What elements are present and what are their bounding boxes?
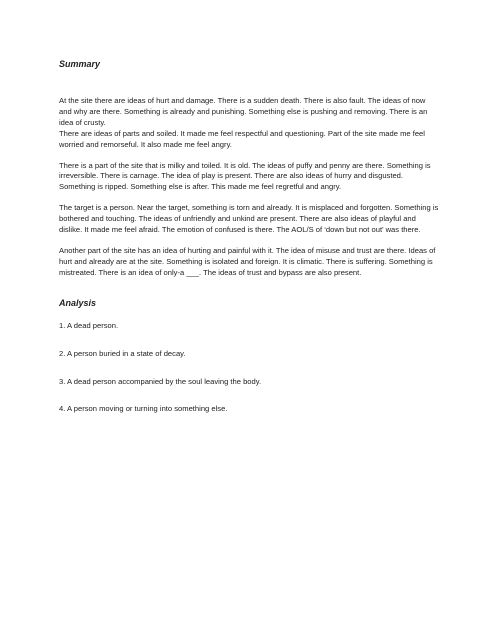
document-page <box>59 58 439 432</box>
analysis-item-2: 2. A person buried in a state of decay. <box>59 348 186 358</box>
summary-paragraph-2: There are ideas of parts and soiled. It made me feel respectful and questioning. Part of the site made me feel worried and remorseful. It also made me feel angry. <box>59 128 425 149</box>
summary-paragraph-5: Another part of the site has an idea of hurting and painful with it. The idea of misuse and trust are there. Ideas of hurt and already are at the site. Something is isolated and foreign. It is climatic. There is suffering. Something is mistreated. There is an idea of only-a ___. The ideas of trust and bypass are also present. <box>59 245 436 277</box>
analysis-item-1: 1. A dead person. <box>59 320 119 330</box>
summary-paragraph-4: The target is a person. Near the target, something is torn and already. It is misplaced and forgotten. Something is bothered and touching. The ideas of unfriendly and unkind are present. There are also ideas of playful and dislike. It made me feel afraid. The emotion of confused is there. The AOL/S of ‘down but not out’ was there. <box>59 203 439 235</box>
summary-paragraph-1: At the site there are ideas of hurt and damage. There is a sudden death. There is also fault. The ideas of now and why are there. Something is already and punishing. Something else is pushing and removing. There is an idea of crusty. <box>59 96 428 127</box>
summary-heading: Summary <box>59 59 101 69</box>
analysis-item-4: 4. A person moving or turning into something else. <box>59 404 228 414</box>
analysis-item-3: 3. A dead person accompanied by the soul leaving the body. <box>59 376 262 386</box>
analysis-heading: Analysis <box>59 297 97 308</box>
summary-paragraph-3: There is a part of the site that is milky and toiled. It is old. The ideas of puffy and penny are there. Something is irreversible. There is carnage. The idea of play is present. There are also ideas of hurry and disgusted. Something is ripped. Something else is after. This made me feel regretful and angry. <box>59 160 431 192</box>
